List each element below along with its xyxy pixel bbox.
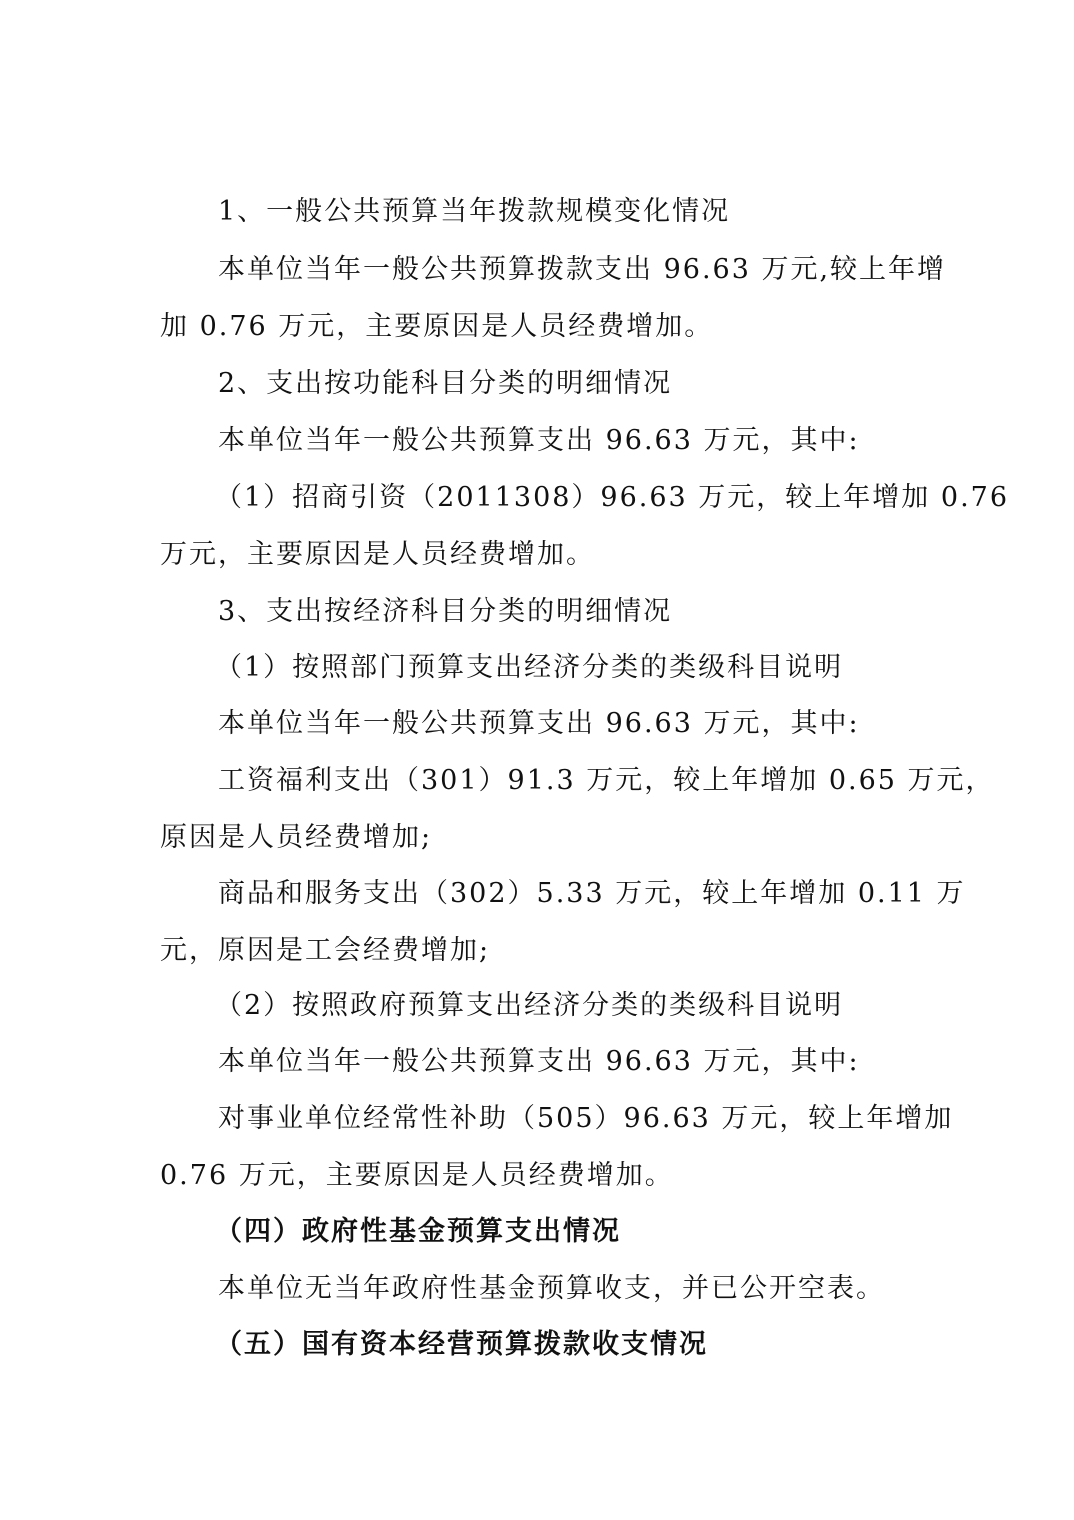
paragraph-line: 本单位当年一般公共预算支出 96.63 万元，其中: <box>218 1046 860 1077</box>
section-heading-4-government-funds: （四）政府性基金预算支出情况 <box>215 1216 621 1247</box>
paragraph-line: 工资福利支出（301）91.3 万元，较上年增加 0.65 万元， <box>218 765 995 796</box>
section-heading-5-state-capital: （五）国有资本经营预算拨款收支情况 <box>215 1329 708 1360</box>
paragraph-line: 0.76 万元，主要原因是人员经费增加。 <box>160 1160 674 1191</box>
paragraph-line: 原因是人员经费增加; <box>160 822 433 853</box>
paragraph-line: 加 0.76 万元，主要原因是人员经费增加。 <box>160 311 714 342</box>
subheading-government-budget: （2）按照政府预算支出经济分类的类级科目说明 <box>215 990 844 1021</box>
paragraph-line: 本单位无当年政府性基金预算收支，并已公开空表。 <box>218 1273 885 1304</box>
heading-3-economic-classification: 3、支出按经济科目分类的明细情况 <box>218 596 673 627</box>
paragraph-line: 本单位当年一般公共预算拨款支出 96.63 万元,较上年增 <box>218 254 947 285</box>
paragraph-line: 对事业单位经常性补助（505）96.63 万元，较上年增加 <box>218 1103 954 1134</box>
paragraph-line: 商品和服务支出（302）5.33 万元，较上年增加 0.11 万 <box>218 878 966 909</box>
heading-1-allocation-change: 1、一般公共预算当年拨款规模变化情况 <box>218 196 731 227</box>
paragraph-line: 本单位当年一般公共预算支出 96.63 万元，其中: <box>218 425 860 456</box>
paragraph-line: 元，原因是工会经费增加; <box>160 935 491 966</box>
subheading-department-budget: （1）按照部门预算支出经济分类的类级科目说明 <box>215 652 844 683</box>
paragraph-line: 本单位当年一般公共预算支出 96.63 万元，其中: <box>218 708 860 739</box>
heading-2-functional-classification: 2、支出按功能科目分类的明细情况 <box>218 368 673 399</box>
paragraph-line: 万元，主要原因是人员经费增加。 <box>160 539 595 570</box>
paragraph-line: （1）招商引资（2011308）96.63 万元，较上年增加 0.76 <box>215 482 1010 513</box>
